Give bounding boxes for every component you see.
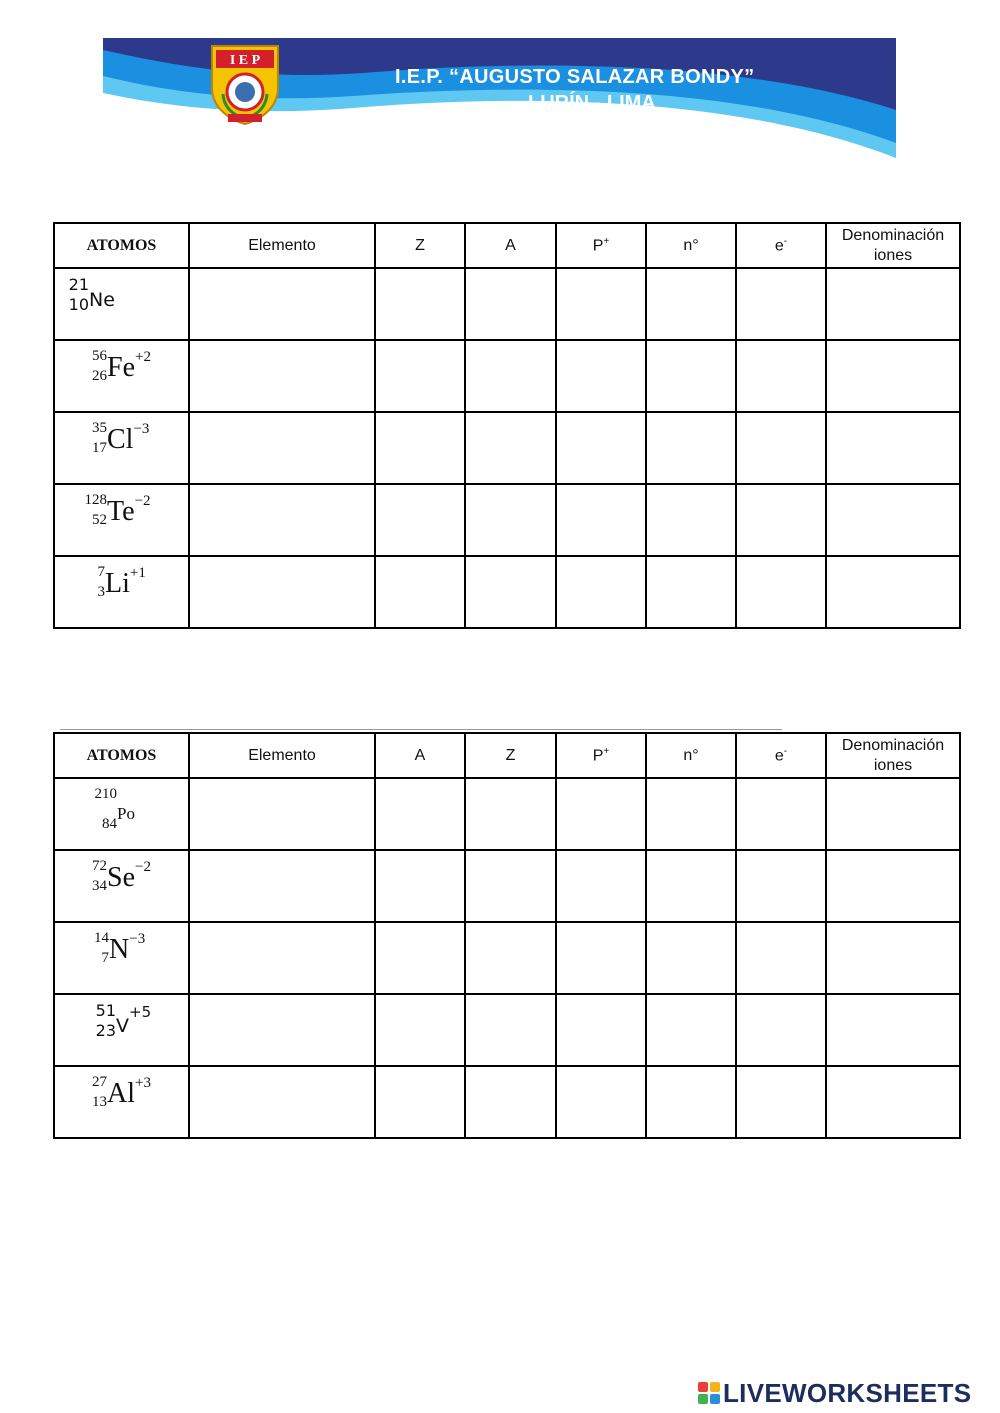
header-protons: P+ — [556, 223, 646, 268]
answer-cell[interactable] — [646, 1066, 736, 1138]
table-row — [54, 850, 960, 922]
answer-cell[interactable] — [646, 268, 736, 340]
answer-cell[interactable] — [736, 778, 826, 850]
answer-cell[interactable] — [736, 922, 826, 994]
table-row — [54, 484, 960, 556]
answer-cell[interactable] — [826, 556, 960, 628]
school-location: LURÍN - LIMA — [528, 92, 656, 114]
answer-cell[interactable] — [646, 994, 736, 1066]
table-row — [54, 268, 960, 340]
atom-ne-21: 21 10 Ne — [54, 268, 189, 340]
answer-cell[interactable] — [736, 994, 826, 1066]
answer-cell[interactable] — [826, 994, 960, 1066]
answer-cell[interactable] — [826, 850, 960, 922]
answer-cell[interactable] — [189, 412, 375, 484]
liveworksheets-wordmark: LIVEWORKSHEETS — [723, 1377, 972, 1408]
answer-cell[interactable] — [826, 340, 960, 412]
answer-cell[interactable] — [465, 778, 556, 850]
answer-cell[interactable] — [556, 556, 646, 628]
answer-cell[interactable] — [465, 340, 556, 412]
table-row — [54, 412, 960, 484]
answer-cell[interactable] — [375, 412, 465, 484]
answer-cell[interactable] — [736, 340, 826, 412]
atom-cl-35: 35 17 Cl−3 — [54, 412, 189, 484]
answer-cell[interactable] — [826, 778, 960, 850]
table-header-row — [54, 733, 960, 778]
header-z: Z — [465, 733, 556, 778]
answer-cell[interactable] — [375, 484, 465, 556]
header-a: A — [465, 223, 556, 268]
atom-v-51: 51 23 V+5 — [54, 994, 189, 1066]
liveworksheets-blocks-icon — [698, 1382, 720, 1404]
answer-cell[interactable] — [189, 994, 375, 1066]
answer-cell[interactable] — [375, 994, 465, 1066]
answer-cell[interactable] — [556, 412, 646, 484]
table-row — [54, 1066, 960, 1138]
answer-cell[interactable] — [556, 778, 646, 850]
answer-cell[interactable] — [736, 268, 826, 340]
answer-cell[interactable] — [556, 268, 646, 340]
atom-li-7: 7 3 Li+1 — [54, 556, 189, 628]
answer-cell[interactable] — [826, 1066, 960, 1138]
school-name: I.E.P. “AUGUSTO SALAZAR BONDY” — [395, 66, 755, 88]
divider-line — [60, 729, 782, 730]
answer-cell[interactable] — [556, 922, 646, 994]
header-protons: P+ — [556, 733, 646, 778]
header-electrons: e- — [736, 223, 826, 268]
answer-cell[interactable] — [189, 1066, 375, 1138]
answer-cell[interactable] — [826, 268, 960, 340]
answer-cell[interactable] — [646, 556, 736, 628]
header-electrons: e- — [736, 733, 826, 778]
header-atomos: ATOMOS — [54, 223, 189, 268]
answer-cell[interactable] — [646, 412, 736, 484]
answer-cell[interactable] — [465, 556, 556, 628]
answer-cell[interactable] — [556, 340, 646, 412]
answer-cell[interactable] — [375, 922, 465, 994]
table-header-row — [54, 223, 960, 268]
answer-cell[interactable] — [465, 412, 556, 484]
answer-cell[interactable] — [736, 850, 826, 922]
answer-cell[interactable] — [646, 340, 736, 412]
answer-cell[interactable] — [826, 922, 960, 994]
answer-cell[interactable] — [189, 850, 375, 922]
answer-cell[interactable] — [465, 850, 556, 922]
answer-cell[interactable] — [646, 922, 736, 994]
answer-cell[interactable] — [556, 1066, 646, 1138]
header-neutrons: n° — [646, 733, 736, 778]
answer-cell[interactable] — [465, 1066, 556, 1138]
header-denominacion: Denominación iones — [826, 223, 960, 268]
header-z: Z — [375, 223, 465, 268]
answer-cell[interactable] — [646, 778, 736, 850]
answer-cell[interactable] — [826, 484, 960, 556]
answer-cell[interactable] — [646, 850, 736, 922]
answer-cell[interactable] — [465, 268, 556, 340]
atom-po-210: 210 84 Po — [54, 778, 189, 850]
header-neutrons: n° — [646, 223, 736, 268]
school-crest-logo — [208, 42, 282, 126]
atoms-table-1 — [53, 222, 961, 629]
atom-se-72: 72 34 Se−2 — [54, 850, 189, 922]
atom-al-27: 27 13 Al+3 — [54, 1066, 189, 1138]
atom-n-14: 14 7 N−3 — [54, 922, 189, 994]
header-elemento: Elemento — [189, 733, 375, 778]
table-row — [54, 556, 960, 628]
table-row — [54, 340, 960, 412]
answer-cell[interactable] — [556, 484, 646, 556]
answer-cell[interactable] — [736, 556, 826, 628]
answer-cell[interactable] — [375, 778, 465, 850]
atom-te-128: 128 52 Te−2 — [54, 484, 189, 556]
header-elemento: Elemento — [189, 223, 375, 268]
table-row — [54, 994, 960, 1066]
header-denominacion: Denominación iones — [826, 733, 960, 778]
atom-fe-56: 56 26 Fe+2 — [54, 340, 189, 412]
answer-cell[interactable] — [736, 1066, 826, 1138]
answer-cell[interactable] — [736, 412, 826, 484]
answer-cell[interactable] — [189, 484, 375, 556]
answer-cell[interactable] — [189, 268, 375, 340]
answer-cell[interactable] — [375, 556, 465, 628]
atoms-table-2 — [53, 732, 961, 1139]
answer-cell[interactable] — [736, 484, 826, 556]
answer-cell[interactable] — [465, 922, 556, 994]
answer-cell[interactable] — [375, 268, 465, 340]
table-row — [54, 778, 960, 850]
answer-cell[interactable] — [189, 922, 375, 994]
table-row — [54, 922, 960, 994]
answer-cell[interactable] — [375, 1066, 465, 1138]
liveworksheets-logo[interactable] — [698, 1378, 971, 1408]
answer-cell[interactable] — [375, 340, 465, 412]
answer-cell[interactable] — [189, 340, 375, 412]
answer-cell[interactable] — [375, 850, 465, 922]
answer-cell[interactable] — [556, 994, 646, 1066]
header-a: A — [375, 733, 465, 778]
answer-cell[interactable] — [556, 850, 646, 922]
svg-text:I E P: I E P — [229, 53, 261, 68]
answer-cell[interactable] — [189, 556, 375, 628]
answer-cell[interactable] — [646, 484, 736, 556]
answer-cell[interactable] — [465, 484, 556, 556]
answer-cell[interactable] — [189, 778, 375, 850]
header-atomos: ATOMOS — [54, 733, 189, 778]
answer-cell[interactable] — [465, 994, 556, 1066]
answer-cell[interactable] — [826, 412, 960, 484]
